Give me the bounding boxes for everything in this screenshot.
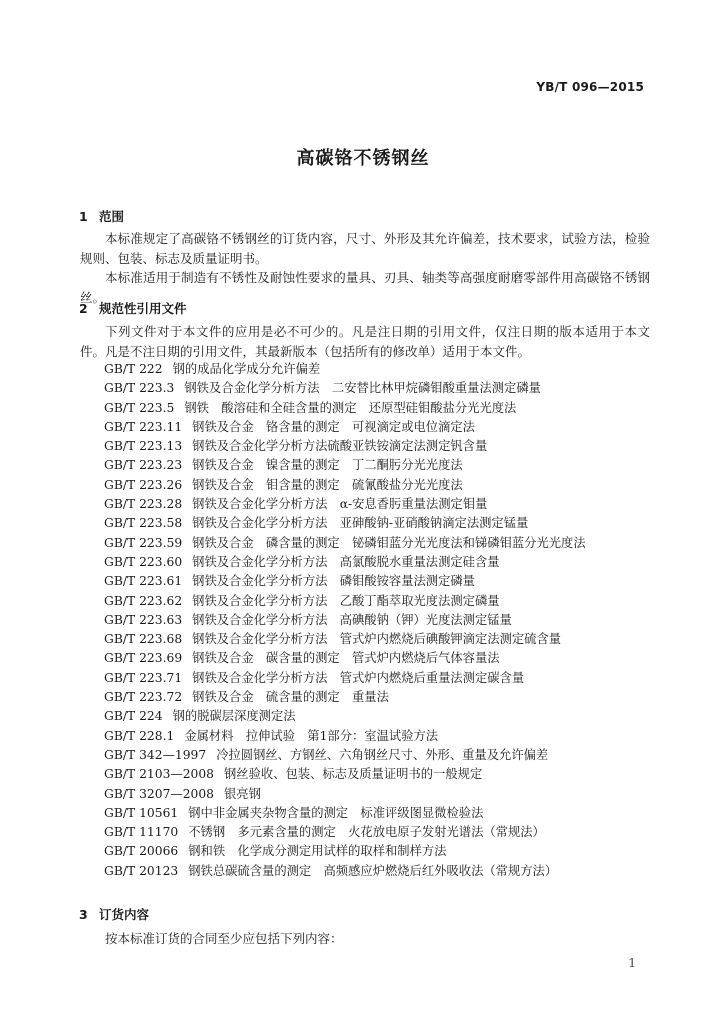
reference-code: GB/T 223.68 bbox=[104, 632, 183, 647]
reference-title: 钢铁及合金化学分析方法 磷钼酸铵容量法测定磷量 bbox=[192, 574, 475, 589]
normative-references-list bbox=[104, 360, 586, 881]
reference-code: GB/T 20123 bbox=[104, 863, 179, 878]
reference-item bbox=[104, 746, 586, 765]
reference-item bbox=[104, 669, 586, 688]
standard-code: YB/T 096—2015 bbox=[536, 80, 644, 94]
reference-item bbox=[104, 399, 586, 418]
reference-item bbox=[104, 592, 586, 611]
section-title: 范围 bbox=[99, 209, 125, 224]
section-title: 订货内容 bbox=[99, 907, 150, 922]
reference-code: GB/T 20066 bbox=[104, 844, 179, 859]
reference-code: GB/T 222 bbox=[104, 362, 163, 376]
section-3-paragraph-1: 按本标准订货的合同至少应包括下列内容： bbox=[105, 931, 343, 946]
reference-code: GB/T 223.26 bbox=[104, 477, 183, 492]
reference-item bbox=[104, 649, 586, 668]
reference-code: GB/T 223.28 bbox=[104, 497, 183, 512]
reference-code: GB/T 342—1997 bbox=[104, 747, 207, 762]
reference-title: 钢铁及合金化学分析方法 高碘酸钠（钾）光度法测定锰量 bbox=[192, 612, 512, 627]
reference-item bbox=[104, 437, 586, 456]
reference-item bbox=[104, 418, 586, 437]
reference-title: 钢铁及合金 钼含量的测定 硫氰酸盐分光光度法 bbox=[192, 477, 463, 492]
reference-item bbox=[104, 360, 586, 379]
reference-item bbox=[104, 611, 586, 630]
reference-title: 金属材料 拉伸试验 第1部分：室温试验方法 bbox=[184, 728, 439, 743]
section-2-heading bbox=[79, 299, 187, 317]
reference-item bbox=[104, 572, 586, 591]
reference-item bbox=[104, 630, 586, 649]
reference-item bbox=[104, 823, 586, 842]
reference-item bbox=[104, 456, 586, 475]
reference-code: GB/T 224 bbox=[104, 709, 163, 724]
reference-code: GB/T 228.1 bbox=[104, 728, 175, 743]
reference-code: GB/T 223.13 bbox=[104, 439, 183, 454]
section-1-paragraph-2: 本标准适用于制造有不锈性及耐蚀性要求的量具、刃具、轴类等高强度耐磨零部件用高碳铬不锈钢丝。 bbox=[80, 270, 650, 305]
reference-item bbox=[104, 785, 586, 804]
reference-item bbox=[104, 495, 586, 514]
reference-title: 钢铁及合金化学分析方法硫酸亚铁铵滴定法测定钒含量 bbox=[192, 439, 488, 454]
section-3-heading bbox=[79, 905, 149, 923]
section-number: 3 bbox=[79, 907, 88, 922]
section-title: 规范性引用文件 bbox=[99, 301, 187, 316]
reference-code: GB/T 11170 bbox=[104, 825, 179, 840]
reference-code: GB/T 223.59 bbox=[104, 535, 183, 550]
reference-item bbox=[104, 553, 586, 572]
reference-code: GB/T 223.11 bbox=[104, 419, 183, 434]
section-number: 1 bbox=[79, 209, 88, 224]
reference-code: GB/T 223.72 bbox=[104, 690, 183, 705]
reference-item bbox=[104, 842, 586, 861]
reference-item bbox=[104, 862, 586, 881]
document-title: 高碳铬不锈钢丝 bbox=[296, 148, 430, 169]
reference-title: 钢铁及合金化学分析方法 高氯酸脱水重量法测定硅含量 bbox=[192, 554, 500, 569]
reference-title: 钢中非金属夹杂物含量的测定 标准评级图显微检验法 bbox=[188, 805, 484, 820]
reference-item bbox=[104, 379, 586, 398]
reference-title: 银亮钢 bbox=[224, 786, 261, 801]
reference-item bbox=[104, 765, 586, 784]
reference-title: 钢铁及合金化学分析方法 α-安息香肟重量法测定钼量 bbox=[192, 497, 488, 512]
reference-code: GB/T 223.3 bbox=[104, 381, 175, 396]
reference-title: 钢铁 酸溶硅和全硅含量的测定 还原型硅钼酸盐分光光度法 bbox=[184, 400, 517, 415]
reference-item bbox=[104, 534, 586, 553]
reference-code: GB/T 223.60 bbox=[104, 554, 183, 569]
reference-title: 钢铁及合金化学分析方法 亚砷酸钠-亚硝酸钠滴定法测定锰量 bbox=[192, 516, 529, 531]
reference-title: 钢铁及合金化学分析方法 乙酸丁酯萃取光度法测定磷量 bbox=[192, 593, 500, 608]
reference-code: GB/T 223.69 bbox=[104, 651, 183, 666]
page-number: 1 bbox=[628, 956, 636, 970]
reference-title: 不锈钢 多元素含量的测定 火花放电原子发射光谱法（常规法） bbox=[188, 825, 545, 840]
reference-code: GB/T 223.63 bbox=[104, 612, 183, 627]
reference-title: 钢铁及合金 碳含量的测定 管式炉内燃烧后气体容量法 bbox=[192, 651, 500, 666]
section-1-heading bbox=[79, 207, 124, 225]
reference-title: 钢铁及合金化学分析方法 二安替比林甲烷磷钼酸重量法测定磷量 bbox=[184, 381, 541, 396]
reference-title: 钢铁及合金 磷含量的测定 铋磷钼蓝分光光度法和锑磷钼蓝分光光度法 bbox=[192, 535, 586, 550]
reference-title: 钢的成品化学成分允许偏差 bbox=[172, 362, 321, 376]
section-number: 2 bbox=[79, 301, 88, 316]
reference-code: GB/T 3207—2008 bbox=[104, 786, 214, 801]
section-2-paragraph-1: 下列文件对于本文件的应用是必不可少的。凡是注日期的引用文件，仅注日期的版本适用于本文件。凡是不注日期的引用文件，其最新版本（包括所有的修改单）适用于本文件。 bbox=[80, 324, 650, 359]
reference-title: 钢丝验收、包装、标志及质量证明书的一般规定 bbox=[224, 767, 483, 782]
reference-item bbox=[104, 727, 586, 746]
reference-code: GB/T 223.62 bbox=[104, 593, 183, 608]
reference-title: 钢铁总碳硫含量的测定 高频感应炉燃烧后红外吸收法（常规方法） bbox=[188, 863, 558, 878]
reference-title: 钢的脱碳层深度测定法 bbox=[172, 709, 296, 724]
reference-item bbox=[104, 688, 586, 707]
reference-code: GB/T 223.58 bbox=[104, 516, 183, 531]
reference-item bbox=[104, 804, 586, 823]
reference-title: 冷拉圆钢丝、方钢丝、六角钢丝尺寸、外形、重量及允许偏差 bbox=[216, 747, 549, 762]
reference-item bbox=[104, 514, 586, 533]
reference-code: GB/T 10561 bbox=[104, 805, 179, 820]
section-1-paragraph-1: 本标准规定了高碳铬不锈钢丝的订货内容，尺寸、外形及其允许偏差，技术要求，试验方法，检验规则、包装、标志及质量证明书。 bbox=[80, 231, 650, 266]
reference-code: GB/T 2103—2008 bbox=[104, 767, 214, 782]
reference-title: 钢铁及合金 镍含量的测定 丁二酮肟分光光度法 bbox=[192, 458, 463, 473]
reference-title: 钢和铁 化学成分测定用试样的取样和制样方法 bbox=[188, 844, 447, 859]
reference-code: GB/T 223.71 bbox=[104, 670, 183, 685]
reference-code: GB/T 223.61 bbox=[104, 574, 183, 589]
reference-title: 钢铁及合金化学分析方法 管式炉内燃烧后重量法测定碳含量 bbox=[192, 670, 525, 685]
reference-title: 钢铁及合金 硫含量的测定 重量法 bbox=[192, 690, 389, 705]
reference-code: GB/T 223.23 bbox=[104, 458, 183, 473]
reference-item bbox=[104, 476, 586, 495]
reference-title: 钢铁及合金 铬含量的测定 可视滴定或电位滴定法 bbox=[192, 419, 475, 434]
reference-item bbox=[104, 707, 586, 726]
reference-title: 钢铁及合金化学分析方法 管式炉内燃烧后碘酸钾滴定法测定硫含量 bbox=[192, 632, 562, 647]
reference-code: GB/T 223.5 bbox=[104, 400, 175, 415]
